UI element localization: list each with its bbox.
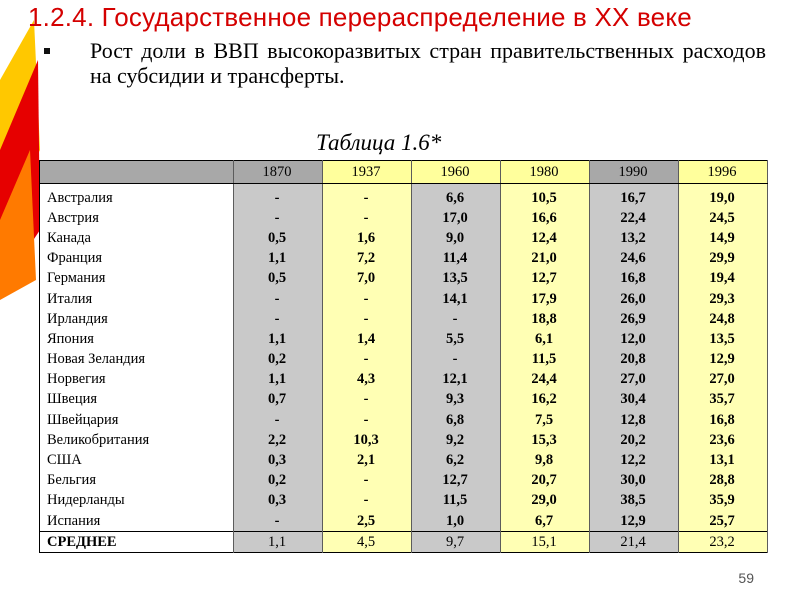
value-cell: 27,0 bbox=[679, 370, 768, 390]
value-cell: 2,1 bbox=[323, 450, 412, 470]
table-row bbox=[40, 309, 768, 329]
value-cell: 9,8 bbox=[501, 450, 590, 470]
value-cell: 2,2 bbox=[234, 430, 323, 450]
value-cell: 12,8 bbox=[590, 410, 679, 430]
value-cell: 9,2 bbox=[412, 430, 501, 450]
value-cell: - bbox=[323, 390, 412, 410]
value-cell: 16,7 bbox=[590, 184, 679, 209]
value-cell: 0,3 bbox=[234, 491, 323, 511]
table-row bbox=[40, 370, 768, 390]
value-cell: 9,0 bbox=[412, 228, 501, 248]
table-row bbox=[40, 329, 768, 349]
country-cell: Франция bbox=[40, 249, 234, 269]
header-cell-1870: 1870 bbox=[234, 161, 323, 184]
table-row bbox=[40, 184, 768, 209]
value-cell: 6,8 bbox=[412, 410, 501, 430]
value-cell: - bbox=[412, 350, 501, 370]
decorative-edge-shapes bbox=[0, 0, 40, 300]
value-cell: 12,4 bbox=[501, 228, 590, 248]
value-cell: - bbox=[234, 208, 323, 228]
value-cell: 21,0 bbox=[501, 249, 590, 269]
header-cell-1980: 1980 bbox=[501, 161, 590, 184]
table-row bbox=[40, 269, 768, 289]
value-cell: 20,2 bbox=[590, 430, 679, 450]
value-cell: 7,2 bbox=[323, 249, 412, 269]
value-cell: 7,5 bbox=[501, 410, 590, 430]
value-cell: 16,2 bbox=[501, 390, 590, 410]
value-cell: 20,7 bbox=[501, 471, 590, 491]
value-cell: 19,0 bbox=[679, 184, 768, 209]
country-cell: Новая Зеландия bbox=[40, 350, 234, 370]
value-cell: 1,0 bbox=[412, 511, 501, 532]
value-cell: 0,7 bbox=[234, 390, 323, 410]
table-row bbox=[40, 249, 768, 269]
value-cell: 16,8 bbox=[679, 410, 768, 430]
value-cell: 17,0 bbox=[412, 208, 501, 228]
value-cell: - bbox=[323, 491, 412, 511]
value-cell: 27,0 bbox=[590, 370, 679, 390]
value-cell: - bbox=[323, 350, 412, 370]
value-cell: 22,4 bbox=[590, 208, 679, 228]
country-cell: Германия bbox=[40, 269, 234, 289]
table-row bbox=[40, 491, 768, 511]
value-cell: - bbox=[323, 309, 412, 329]
value-cell: 19,4 bbox=[679, 269, 768, 289]
table-row bbox=[40, 289, 768, 309]
country-cell: Испания bbox=[40, 511, 234, 532]
country-cell: Ирландия bbox=[40, 309, 234, 329]
bullet-point bbox=[44, 38, 766, 88]
value-cell: 17,9 bbox=[501, 289, 590, 309]
value-cell: 12,2 bbox=[590, 450, 679, 470]
value-cell: 12,7 bbox=[501, 269, 590, 289]
value-cell: 1,1 bbox=[234, 329, 323, 349]
value-cell: 1,1 bbox=[234, 532, 323, 553]
value-cell: 29,3 bbox=[679, 289, 768, 309]
header-cell-1937: 1937 bbox=[323, 161, 412, 184]
table-row-average bbox=[40, 532, 768, 553]
value-cell: 9,3 bbox=[412, 390, 501, 410]
country-cell: Канада bbox=[40, 228, 234, 248]
country-cell: США bbox=[40, 450, 234, 470]
value-cell: - bbox=[234, 289, 323, 309]
country-cell: СРЕДНЕЕ bbox=[40, 532, 234, 553]
value-cell: 28,8 bbox=[679, 471, 768, 491]
table-row bbox=[40, 228, 768, 248]
country-cell: Бельгия bbox=[40, 471, 234, 491]
header-cell-1960: 1960 bbox=[412, 161, 501, 184]
country-cell: Великобритания bbox=[40, 430, 234, 450]
value-cell: 24,6 bbox=[590, 249, 679, 269]
value-cell: 16,6 bbox=[501, 208, 590, 228]
value-cell: 30,4 bbox=[590, 390, 679, 410]
value-cell: 26,9 bbox=[590, 309, 679, 329]
value-cell: 14,1 bbox=[412, 289, 501, 309]
value-cell: 1,1 bbox=[234, 370, 323, 390]
value-cell: 6,7 bbox=[501, 511, 590, 532]
value-cell: 1,1 bbox=[234, 249, 323, 269]
bullet-square-icon bbox=[44, 48, 50, 54]
value-cell: 10,3 bbox=[323, 430, 412, 450]
table-row bbox=[40, 471, 768, 491]
value-cell: 13,5 bbox=[412, 269, 501, 289]
value-cell: 29,0 bbox=[501, 491, 590, 511]
value-cell: 24,5 bbox=[679, 208, 768, 228]
value-cell: 29,9 bbox=[679, 249, 768, 269]
value-cell: - bbox=[323, 289, 412, 309]
value-cell: 1,6 bbox=[323, 228, 412, 248]
value-cell: 12,1 bbox=[412, 370, 501, 390]
value-cell: 14,9 bbox=[679, 228, 768, 248]
value-cell: 0,2 bbox=[234, 350, 323, 370]
table-row bbox=[40, 430, 768, 450]
value-cell: 15,3 bbox=[501, 430, 590, 450]
value-cell: - bbox=[323, 208, 412, 228]
value-cell: 7,0 bbox=[323, 269, 412, 289]
value-cell: - bbox=[234, 184, 323, 209]
bullet-text: Рост доли в ВВП высокоразвитых стран правительственных расходов на субсидии и трансферты. bbox=[90, 38, 766, 88]
value-cell: 1,4 bbox=[323, 329, 412, 349]
value-cell: 6,1 bbox=[501, 329, 590, 349]
slide-title: 1.2.4. Государственное перераспределение в XX веке bbox=[28, 2, 692, 32]
value-cell: 13,1 bbox=[679, 450, 768, 470]
value-cell: 35,9 bbox=[679, 491, 768, 511]
value-cell: - bbox=[323, 471, 412, 491]
country-cell: Нидерланды bbox=[40, 491, 234, 511]
value-cell: 6,2 bbox=[412, 450, 501, 470]
country-cell: Норвегия bbox=[40, 370, 234, 390]
value-cell: - bbox=[234, 511, 323, 532]
value-cell: - bbox=[323, 410, 412, 430]
country-cell: Швеция bbox=[40, 390, 234, 410]
data-table bbox=[39, 160, 768, 553]
value-cell: 10,5 bbox=[501, 184, 590, 209]
country-cell: Швейцария bbox=[40, 410, 234, 430]
value-cell: 12,7 bbox=[412, 471, 501, 491]
table-row bbox=[40, 390, 768, 410]
value-cell: 18,8 bbox=[501, 309, 590, 329]
value-cell: 24,4 bbox=[501, 370, 590, 390]
header-cell-1996: 1996 bbox=[679, 161, 768, 184]
value-cell: 15,1 bbox=[501, 532, 590, 553]
value-cell: 24,8 bbox=[679, 309, 768, 329]
country-cell: Италия bbox=[40, 289, 234, 309]
value-cell: - bbox=[234, 309, 323, 329]
value-cell: 11,4 bbox=[412, 249, 501, 269]
table-row bbox=[40, 350, 768, 370]
table-row bbox=[40, 450, 768, 470]
value-cell: 6,6 bbox=[412, 184, 501, 209]
country-cell: Австралия bbox=[40, 184, 234, 209]
table-header-row bbox=[40, 161, 768, 184]
header-cell-country bbox=[40, 161, 234, 184]
value-cell: 16,8 bbox=[590, 269, 679, 289]
value-cell: 0,5 bbox=[234, 269, 323, 289]
value-cell: 4,3 bbox=[323, 370, 412, 390]
value-cell: 35,7 bbox=[679, 390, 768, 410]
value-cell: - bbox=[234, 410, 323, 430]
value-cell: 21,4 bbox=[590, 532, 679, 553]
value-cell: 0,5 bbox=[234, 228, 323, 248]
header-cell-1990: 1990 bbox=[590, 161, 679, 184]
value-cell: 30,0 bbox=[590, 471, 679, 491]
value-cell: 12,9 bbox=[590, 511, 679, 532]
value-cell: - bbox=[412, 309, 501, 329]
value-cell: 23,2 bbox=[679, 532, 768, 553]
value-cell: 12,0 bbox=[590, 329, 679, 349]
page-number: 59 bbox=[738, 570, 754, 586]
value-cell: 23,6 bbox=[679, 430, 768, 450]
value-cell: 12,9 bbox=[679, 350, 768, 370]
value-cell: 13,5 bbox=[679, 329, 768, 349]
table-row bbox=[40, 208, 768, 228]
table-row bbox=[40, 511, 768, 532]
value-cell: 26,0 bbox=[590, 289, 679, 309]
value-cell: 0,2 bbox=[234, 471, 323, 491]
value-cell: 13,2 bbox=[590, 228, 679, 248]
value-cell: 11,5 bbox=[501, 350, 590, 370]
table-row bbox=[40, 410, 768, 430]
value-cell: 25,7 bbox=[679, 511, 768, 532]
value-cell: 5,5 bbox=[412, 329, 501, 349]
value-cell: 20,8 bbox=[590, 350, 679, 370]
value-cell: 4,5 bbox=[323, 532, 412, 553]
value-cell: 0,3 bbox=[234, 450, 323, 470]
value-cell: 11,5 bbox=[412, 491, 501, 511]
country-cell: Австрия bbox=[40, 208, 234, 228]
value-cell: 38,5 bbox=[590, 491, 679, 511]
value-cell: 9,7 bbox=[412, 532, 501, 553]
table-caption: Таблица 1.6* bbox=[316, 130, 442, 155]
value-cell: 2,5 bbox=[323, 511, 412, 532]
country-cell: Япония bbox=[40, 329, 234, 349]
value-cell: - bbox=[323, 184, 412, 209]
